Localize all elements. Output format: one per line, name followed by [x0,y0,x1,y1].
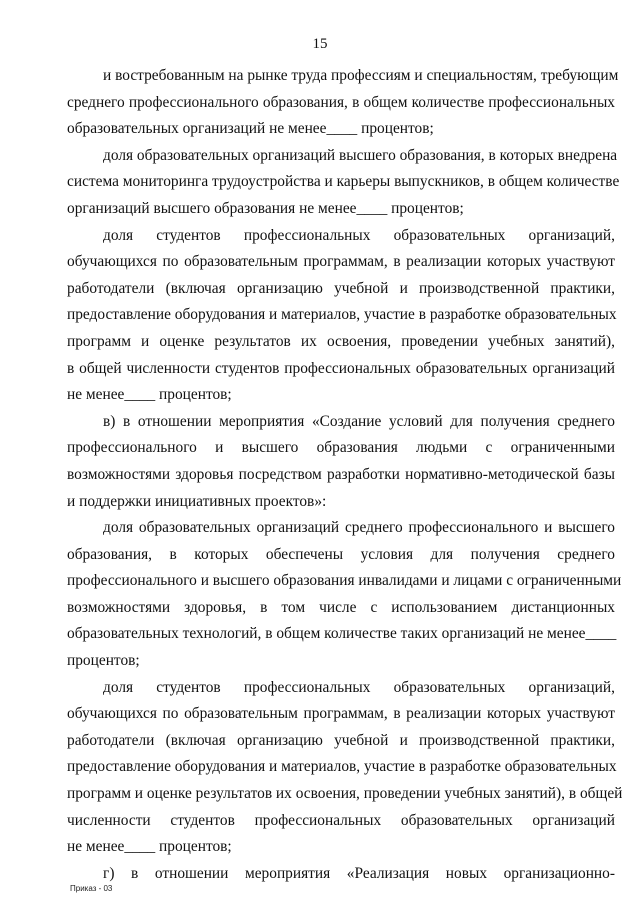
paragraph [67,861,615,888]
paragraph [67,223,615,409]
paragraph-line: программ и оценке результатов их освоения, проведении учебных занятий), [67,332,615,350]
paragraph-line: обучающихся по образовательным программам, в реализации которых участвуют [67,253,615,271]
paragraph-line: в общей численности студентов профессиональных образовательных организаций [67,359,615,377]
paragraph-line: профессионального и высшего образования инвалидами и лицами с ограниченными [67,572,622,590]
paragraph-line: образовательных технологий, в общем количестве таких организаций не менее____ [67,625,617,643]
paragraph-line: профессионального и высшего образования людьми с ограниченными [67,439,615,457]
paragraph-line: возможностями здоровья посредством разработки нормативно-методической базы [67,465,615,483]
paragraph-line: численности студентов профессиональных образовательных организаций [67,811,615,829]
paragraph [67,515,622,675]
paragraph-line: система мониторинга трудоустройства и карьеры выпускников, в общем количестве [67,173,620,191]
paragraph-line: доля студентов профессиональных образовательных организаций, [103,678,615,696]
paragraph-line: в) в отношении мероприятия «Создание условий для получения среднего [103,412,615,430]
paragraph-line: доля образовательных организаций среднего профессионального и высшего [103,519,615,537]
paragraph-line: доля студентов профессиональных образовательных организаций, [103,226,615,244]
paragraph-line: образования, в которых обеспечены условия для получения среднего [67,545,615,563]
paragraph-line: работодатели (включая организацию учебной и производственной практики, [67,731,615,749]
paragraph-line: организаций высшего образования не менее____ процентов; [67,199,464,217]
footer-label: Приказ - 03 [70,884,113,893]
paragraph [67,409,615,515]
paragraph-line: обучающихся по образовательным программам, в реализации которых участвуют [67,705,615,723]
document-body [67,63,623,887]
paragraph-line: работодатели (включая организацию учебной и производственной практики, [67,279,615,297]
paragraph-line: и востребованным на рынке труда профессиям и специальностям, требующим [103,67,619,84]
paragraph-line: образовательных организаций не менее____ процентов; [67,120,434,138]
paragraph-line: г) в отношении мероприятия «Реализация новых организационно- [103,864,615,882]
page-number: 15 [312,36,328,52]
paragraph-line: программ и оценке результатов их освоения, проведении учебных занятий), в общей [67,785,623,803]
paragraph-line: и поддержки инициативных проектов»: [67,492,327,510]
paragraph-line: процентов; [67,652,140,670]
paragraph-line: не менее____ процентов; [67,838,232,856]
paragraph [67,63,619,143]
paragraph [67,675,623,861]
paragraph [67,143,620,223]
paragraph-line: не менее____ процентов; [67,386,232,404]
paragraph-line: среднего профессионального образования, в общем количестве профессиональных [67,93,615,111]
paragraph-line: доля образовательных организаций высшего образования, в которых внедрена [103,146,618,164]
paragraph-line: предоставление оборудования и материалов, участие в разработке образовательных [67,758,617,776]
paragraph-line: предоставление оборудования и материалов, участие в разработке образовательных [67,306,617,324]
paragraph-line: возможностями здоровья, в том числе с использованием дистанционных [67,598,615,616]
